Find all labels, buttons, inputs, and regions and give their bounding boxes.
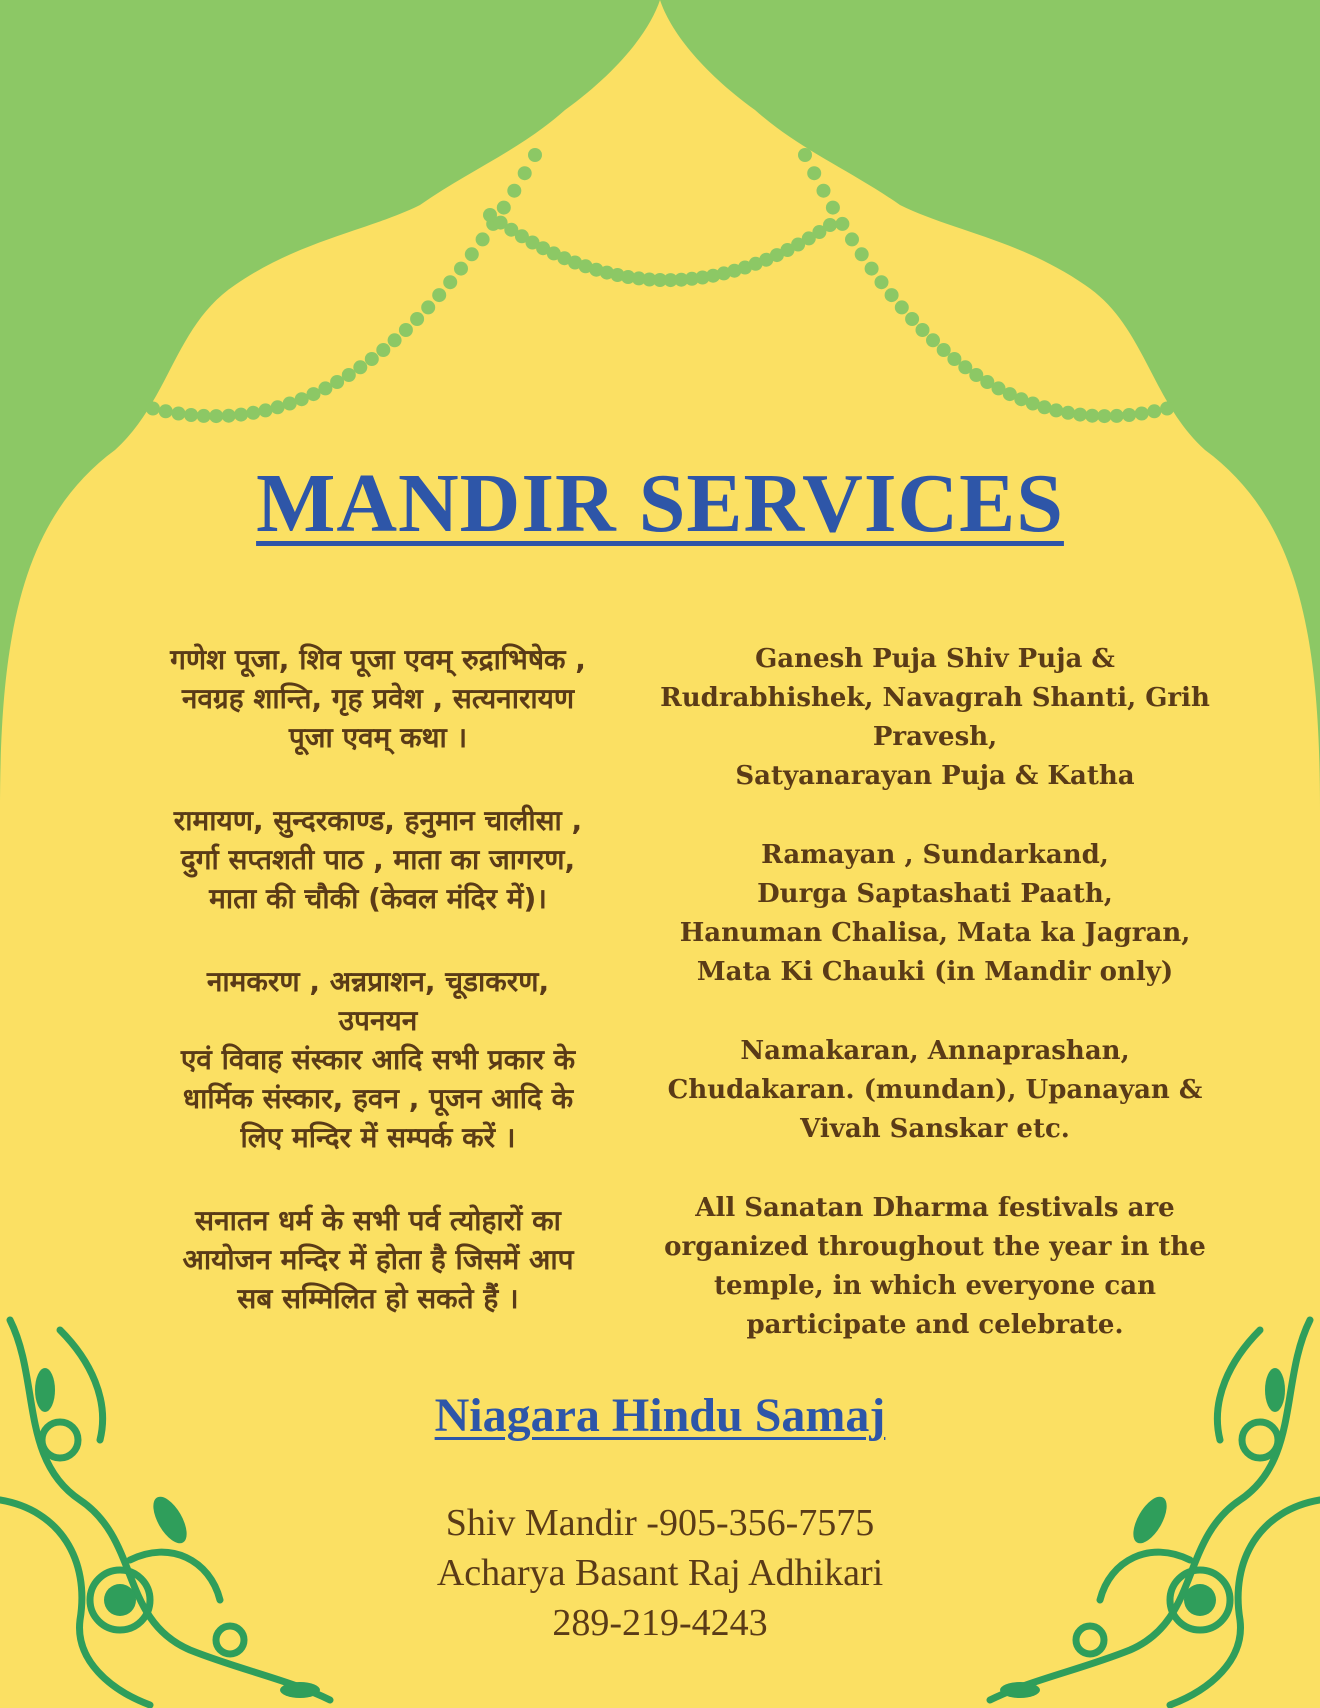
garland-bead	[885, 288, 899, 302]
garland-bead	[1135, 407, 1149, 421]
english-paragraph-festivals: All Sanatan Dharma festivals are organized throughout the year in the temple, in which everyone can participate and celebrate.	[664, 1193, 1206, 1340]
garland-bead	[817, 184, 831, 198]
garland-bead	[937, 343, 951, 357]
garland-bead	[399, 323, 413, 337]
garland-bead	[133, 398, 147, 412]
garland-bead	[476, 232, 490, 246]
garland-bead	[234, 408, 248, 422]
garland-bead	[410, 312, 424, 326]
hindi-paragraph-pujas: गणेश पूजा, शिव पूजा एवम् रुद्राभिषेक , नवग्रह शान्ति, गृह प्रवेश , सत्यनारायण पूजा एवम् कथा ।	[170, 643, 586, 754]
garland-bead	[246, 406, 260, 420]
contact-block	[0, 1498, 1320, 1648]
garland-bead	[283, 397, 297, 411]
garland-bead	[330, 375, 344, 389]
garland-bead	[465, 247, 479, 261]
garland-bead	[307, 387, 321, 401]
garland-bead	[388, 333, 402, 347]
garland-bead	[271, 400, 285, 414]
english-paragraph-pujas: Ganesh Puja Shiv Puja & Rudrabhishek, Navagrah Shanti, Grih Pravesh, Satyanarayan Puja & Katha	[660, 644, 1210, 791]
hindi-paragraph-festivals: सनातन धर्म के सभी पर्व त्योहारों का आयोजन मन्दिर में होता है जिसमें आप सब सम्मिलित हो सकते हैं ।	[182, 1204, 574, 1315]
page-title: MANDIR SERVICES	[256, 457, 1064, 550]
garland-bead	[875, 275, 889, 289]
garland-bead	[184, 408, 198, 422]
garland-bead	[497, 201, 511, 215]
garland-bead	[905, 312, 919, 326]
garland-bead	[518, 166, 532, 180]
garland-bead	[1049, 403, 1063, 417]
garland-bead	[1110, 409, 1124, 423]
english-services-column	[655, 640, 1215, 1345]
garland-bead	[342, 368, 356, 382]
garland-bead	[146, 402, 160, 416]
hindi-paragraph-paath: रामायण, सुन्दरकाण्ड, हनुमान चालीसा , दुर्गा सप्तशती पाठ , माता का जागरण, माता की चौकी (केवल मंदिर में)।	[173, 804, 583, 915]
hindi-paragraph-sanskar: नामकरण , अन्नप्राशन, चूडाकरण, उपनयन एवं विवाह संस्कार आदि सभी प्रकार के धार्मिक संस्कार, हवन , पूजन आदि के लिए मन्दिर में सम्पर्क करें ।	[180, 965, 576, 1154]
garland-bead	[528, 148, 542, 162]
contact-mandir-phone: Shiv Mandir -905-356-7575	[445, 1502, 875, 1544]
garland-bead	[365, 352, 379, 366]
garland-bead	[1038, 400, 1052, 414]
garland-bead	[855, 247, 869, 261]
garland-bead	[1122, 408, 1136, 422]
garland-bead	[916, 323, 930, 337]
garland-bead	[826, 201, 840, 215]
garland-bead	[454, 262, 468, 276]
garland-bead	[807, 166, 821, 180]
garland-bead	[159, 404, 173, 418]
garland-bead	[1085, 409, 1099, 423]
garland-bead	[1160, 402, 1174, 416]
garland-bead	[259, 403, 273, 417]
garland-bead	[1061, 406, 1075, 420]
garland-bead	[421, 300, 435, 314]
garland-bead	[432, 288, 446, 302]
english-paragraph-sanskar: Namakaran, Annaprashan, Chudakaran. (mundan), Upanayan & Vivah Sanskar etc.	[667, 1036, 1203, 1144]
contact-acharya-name: Acharya Basant Raj Adhikari	[436, 1552, 884, 1594]
hindi-services-column	[108, 640, 648, 1318]
garland-bead	[197, 409, 211, 423]
garland-bead	[209, 409, 223, 423]
garland-bead	[845, 232, 859, 246]
garland-bead	[443, 275, 457, 289]
organization-name: Niagara Hindu Samaj	[434, 1389, 886, 1442]
garland-bead	[1173, 398, 1187, 412]
garland-bead	[507, 184, 521, 198]
garland-bead	[1147, 404, 1161, 418]
english-paragraph-paath: Ramayan , Sundarkand, Durga Saptashati Paath, Hanuman Chalisa, Mata ka Jagran, Mata Ki Chauki (in Mandir only)	[679, 840, 1191, 987]
contact-acharya-phone: 289-219-4243	[552, 1602, 768, 1644]
garland-bead	[1097, 409, 1111, 423]
garland-bead	[835, 217, 849, 231]
garland-bead	[926, 333, 940, 347]
garland-bead	[172, 407, 186, 421]
garland-bead	[222, 409, 236, 423]
garland-bead	[865, 262, 879, 276]
garland-bead	[823, 218, 837, 232]
garland-bead	[798, 148, 812, 162]
garland-bead	[353, 360, 367, 374]
garland-bead	[376, 343, 390, 357]
garland-bead	[1073, 408, 1087, 422]
garland-bead	[895, 300, 909, 314]
